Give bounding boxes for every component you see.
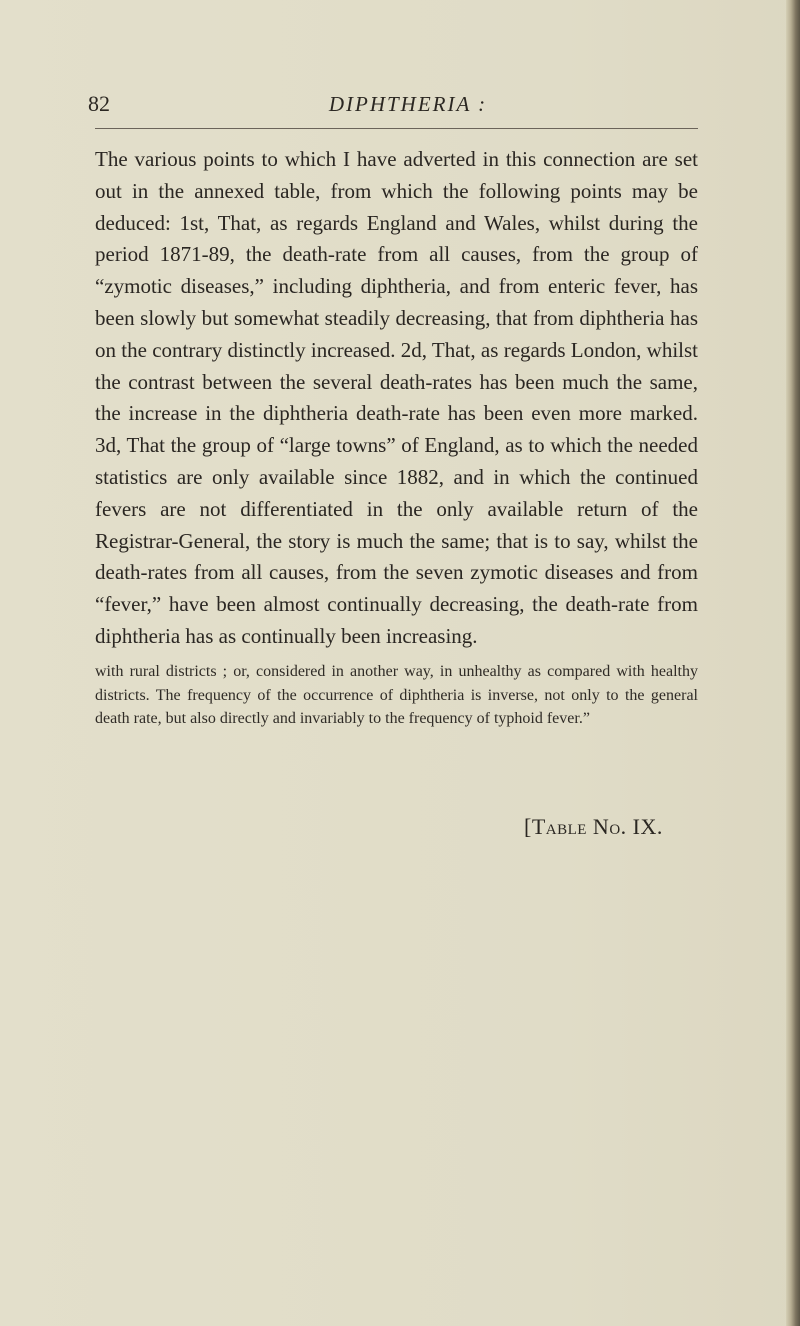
header-rule xyxy=(95,128,698,129)
page-edge xyxy=(786,0,800,1326)
catchword: [Table No. IX. xyxy=(524,814,663,839)
page-number: 82 xyxy=(88,91,110,116)
running-head: DIPHTHERIA : xyxy=(328,92,488,116)
footnote: with rural districts ; or, considered in another way, in unhealthy as compared with healthy districts. The frequency of the occurrence of diphtheria is inverse, not only to the general death rate, but also directly and invariably to the frequency of typhoid fever.” xyxy=(95,663,698,727)
body-paragraph: The various points to which I have adverted in this connection are set out in the annexed table, from which the following points may be deduced: 1st, That, as regards England and Wales, whilst during the period 1871-89, the death-rate from all causes, from the group of “zymotic diseases,” including diphtheria, and from enteric fever, has been slowly but somewhat steadily decreasing, that from diphtheria has on the contrary distinctly increased. 2d, That, as regards London, whilst the contrast between the several death-rates has been much the same, the increase in the diphtheria death-rate has been even more marked. 3d, That the group of “large towns” of England, as to which the needed statistics are only available since 1882, and in which the continued fevers are not differentiated in the only available return of the Registrar-General, the story is much the same; that is to say, whilst the death-rates from all causes, from the seven zymotic diseases and from “fever,” have been almost continually decreasing, the death-rate from diphtheria has as continually been increasing. xyxy=(95,147,698,648)
page-header xyxy=(88,90,698,122)
